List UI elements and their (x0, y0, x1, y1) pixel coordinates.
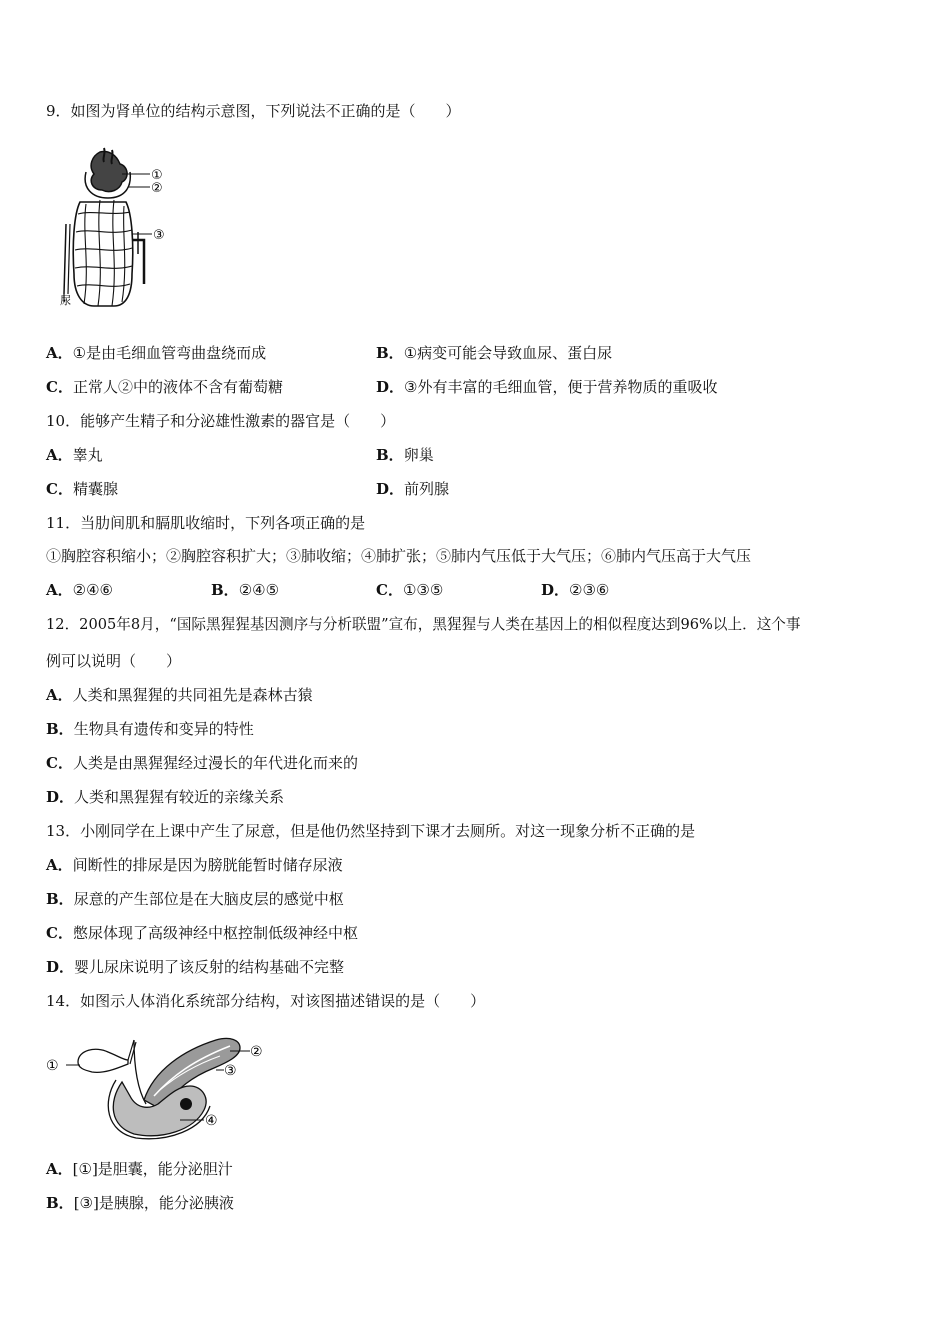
nephron-label-2: ② (151, 181, 163, 196)
q10-option-a: A．睾丸 (46, 446, 103, 464)
nephron-label-urine: 尿 (60, 294, 71, 307)
q9-option-d: D．③外有丰富的毛细血管，便于营养物质的重吸收 (376, 378, 718, 396)
digestive-label-3: ③ (224, 1063, 237, 1079)
q14-stem: 14．如图示人体消化系统部分结构，对该图描述错误的是（ ） (46, 992, 486, 1010)
q14-option-a: A．[①]是胆囊，能分泌胆汁 (46, 1160, 233, 1178)
q9-option-a: A．①是由毛细血管弯曲盘绕而成 (46, 344, 267, 362)
nephron-label-3: ③ (153, 228, 165, 243)
q11-option-d: D．②③⑥ (541, 581, 610, 599)
q13-option-a: A．间断性的排尿是因为膀胱能暂时储存尿液 (46, 856, 343, 874)
q9-option-b: B．①病变可能会导致血尿、蛋白尿 (376, 344, 613, 362)
q13-option-b: B．尿意的产生部位是在大脑皮层的感觉中枢 (46, 890, 344, 908)
q10-option-b: B．卵巢 (376, 446, 434, 464)
q12-stem-line1: 12．2005年8月，“国际黑猩猩基因测序与分析联盟”宣布，黑猩猩与人类在基因上的相似程度达到96%以上．这个事 (46, 616, 801, 633)
q12-option-b: B．生物具有遗传和变异的特性 (46, 720, 254, 738)
q9-option-c: C．正常人②中的液体不含有葡萄糖 (46, 378, 283, 396)
q13-option-c: C．憋尿体现了高级神经中枢控制低级神经中枢 (46, 924, 358, 942)
q11-stem: 11．当肋间肌和膈肌收缩时，下列各项正确的是 (46, 514, 366, 532)
q9-stem: 9．如图为肾单位的结构示意图，下列说法不正确的是（ ） (46, 102, 461, 120)
nephron-label-1: ① (151, 168, 163, 183)
digestive-label-4: ④ (205, 1113, 218, 1129)
digestive-figure (44, 1030, 274, 1140)
nephron-figure (52, 144, 182, 314)
q14-option-b: B．[③]是胰腺，能分泌胰液 (46, 1194, 234, 1212)
q10-option-c: C．精囊腺 (46, 480, 118, 498)
q11-option-c: C．①③⑤ (376, 581, 444, 599)
q10-stem: 10．能够产生精子和分泌雄性激素的器官是（ ） (46, 412, 396, 430)
digestive-label-2: ② (250, 1044, 263, 1060)
q12-stem-line2: 例可以说明（ ） (46, 652, 182, 670)
q11-statements: ①胸腔容积缩小；②胸腔容积扩大；③肺收缩；④肺扩张；⑤肺内气压低于大气压；⑥肺内气压高于大气压 (46, 547, 752, 565)
q11-option-a: A．②④⑥ (46, 581, 113, 599)
q10-option-d: D．前列腺 (376, 480, 450, 498)
q13-stem: 13．小刚同学在上课中产生了尿意，但是他仍然坚持到下课才去厕所。对这一现象分析不正确的是 (46, 822, 696, 840)
digestive-label-1: ① (46, 1058, 59, 1074)
q12-option-a: A．人类和黑猩猩的共同祖先是森林古猿 (46, 686, 313, 704)
q12-option-c: C．人类是由黑猩猩经过漫长的年代进化而来的 (46, 754, 358, 772)
q12-option-d: D．人类和黑猩猩有较近的亲缘关系 (46, 788, 285, 806)
q11-option-b: B．②④⑤ (211, 581, 280, 599)
q13-option-d: D．婴儿尿床说明了该反射的结构基础不完整 (46, 958, 345, 976)
